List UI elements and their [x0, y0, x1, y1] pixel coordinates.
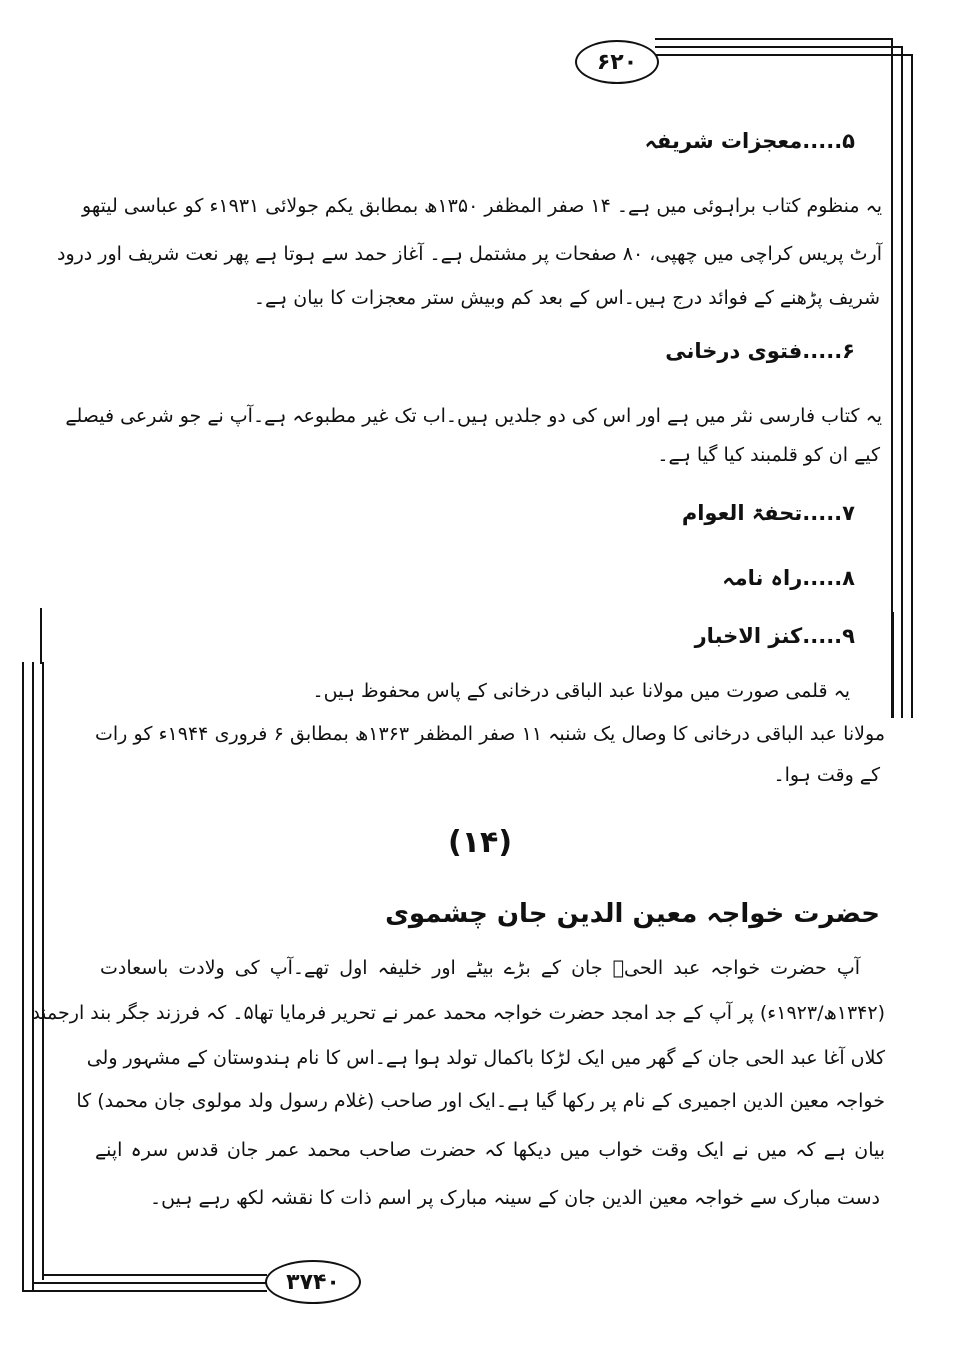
- section-6-line-2: کیے ان کو قلمبند کیا گیا ہے۔: [657, 444, 880, 466]
- frame-top-rule-1: [655, 38, 893, 40]
- section-5-line-3: شریف پڑھنے کے فوائد درج ہیں۔اس کے بعد کم وبیش ستر معجزات کا بیان ہے۔: [253, 287, 880, 309]
- frame-top-rule-3: [655, 54, 913, 56]
- death-note-line-1: مولانا عبد الباقی درخانی کا وصال یک شنبہ ۱۱ صفر المظفر ۱۳۶۳ھ بمطابق ۶ فروری ۱۹۴۴ء کو رات: [95, 723, 885, 745]
- frame-top-rule-2: [655, 46, 903, 48]
- section-5-line-1: یہ منظوم کتاب براہوئی میں ہے۔ ۱۴ صفر المظفر ۱۳۵۰ھ بمطابق یکم جولائی ۱۹۳۱ء کو عباسی لیتھو: [82, 195, 882, 217]
- frame-right-rule-3: [911, 54, 913, 718]
- frame-left-rule-2: [32, 662, 34, 1290]
- section-6-line-1: یہ کتاب فارسی نثر میں ہے اور اس کی دو جلدیں ہیں۔اب تک غیر مطبوعہ ہے۔آپ نے جو شرعی فیصلے: [65, 405, 882, 427]
- section-7-heading: ۷.....تحفۃ العوام: [681, 501, 855, 525]
- inner-left-rule: [40, 608, 42, 664]
- chapter-line-1: آپ حضرت خواجہ عبد الحیؒ جان کے بڑے بیٹے اور خلیفہ اول تھے۔آپ کی ولادت باسعادت: [100, 957, 860, 979]
- section-8-heading: ۸.....راہ نامہ: [722, 566, 855, 590]
- section-9-heading: ۹.....کنز الاخبار: [694, 624, 855, 648]
- frame-left-rule-1: [22, 662, 24, 1290]
- section-5-line-2: آرٹ پریس کراچی میں چھپی، ۸۰ صفحات پر مشتمل ہے۔ آغاز حمد سے ہوتا ہے پھر نعت شریف اور درود: [57, 243, 882, 265]
- page-number-bottom: ۳۷۴۰: [265, 1260, 361, 1304]
- inner-right-rule: [892, 612, 894, 718]
- frame-left-rule-3: [42, 662, 44, 1280]
- chapter-line-4: خواجہ معین الدین اجمیری کے نام پر رکھا گیا ہے۔ایک اور صاحب (غلام رسول ولد مولوی جان محمد) کا: [76, 1090, 885, 1112]
- frame-bottom-rule-1: [22, 1290, 267, 1292]
- chapter-line-5: بیان ہے کہ میں نے ایک وقت خواب میں دیکھا کہ حضرت صاحب محمد عمر جان قدس سرہ اپنے: [95, 1139, 885, 1161]
- section-5-heading: ۵.....معجزات شریفہ: [644, 129, 855, 153]
- death-note-line-2: کے وقت ہوا۔: [773, 764, 880, 786]
- chapter-line-3: کلاں آغا عبد الحی جان کے گھر میں ایک لڑکا باکمال تولد ہوا ہے۔اس کا نام ہندوستان کے مشہور ولی: [86, 1047, 885, 1069]
- frame-right-rule-2: [901, 46, 903, 718]
- page-number-top: ۶۲۰: [575, 40, 659, 84]
- frame-bottom-rule-3: [42, 1274, 267, 1276]
- chapter-line-6: دست مبارک سے خواجہ معین الدین جان کے سینہ مبارک پر اسم ذات کا نقشہ لکھ رہے ہیں۔: [149, 1187, 880, 1209]
- frame-bottom-rule-2: [32, 1282, 267, 1284]
- section-6-heading: ۶.....فتوی درخانی: [665, 339, 855, 363]
- chapter-title: حضرت خواجہ معین الدین جان چشموی: [385, 899, 880, 929]
- chapter-number: (۱۴): [447, 825, 513, 860]
- section-9-note: یہ قلمی صورت میں مولانا عبد الباقی درخانی کے پاس محفوظ ہیں۔: [312, 680, 850, 702]
- chapter-line-2: (۱۳۴۲ھ/۱۹۲۳ء) پر آپ کے جد امجد حضرت خواجہ محمد عمر نے تحریر فرمایا تھا۵۔ کہ فرزند جگر بند ارجمند: [31, 1002, 885, 1024]
